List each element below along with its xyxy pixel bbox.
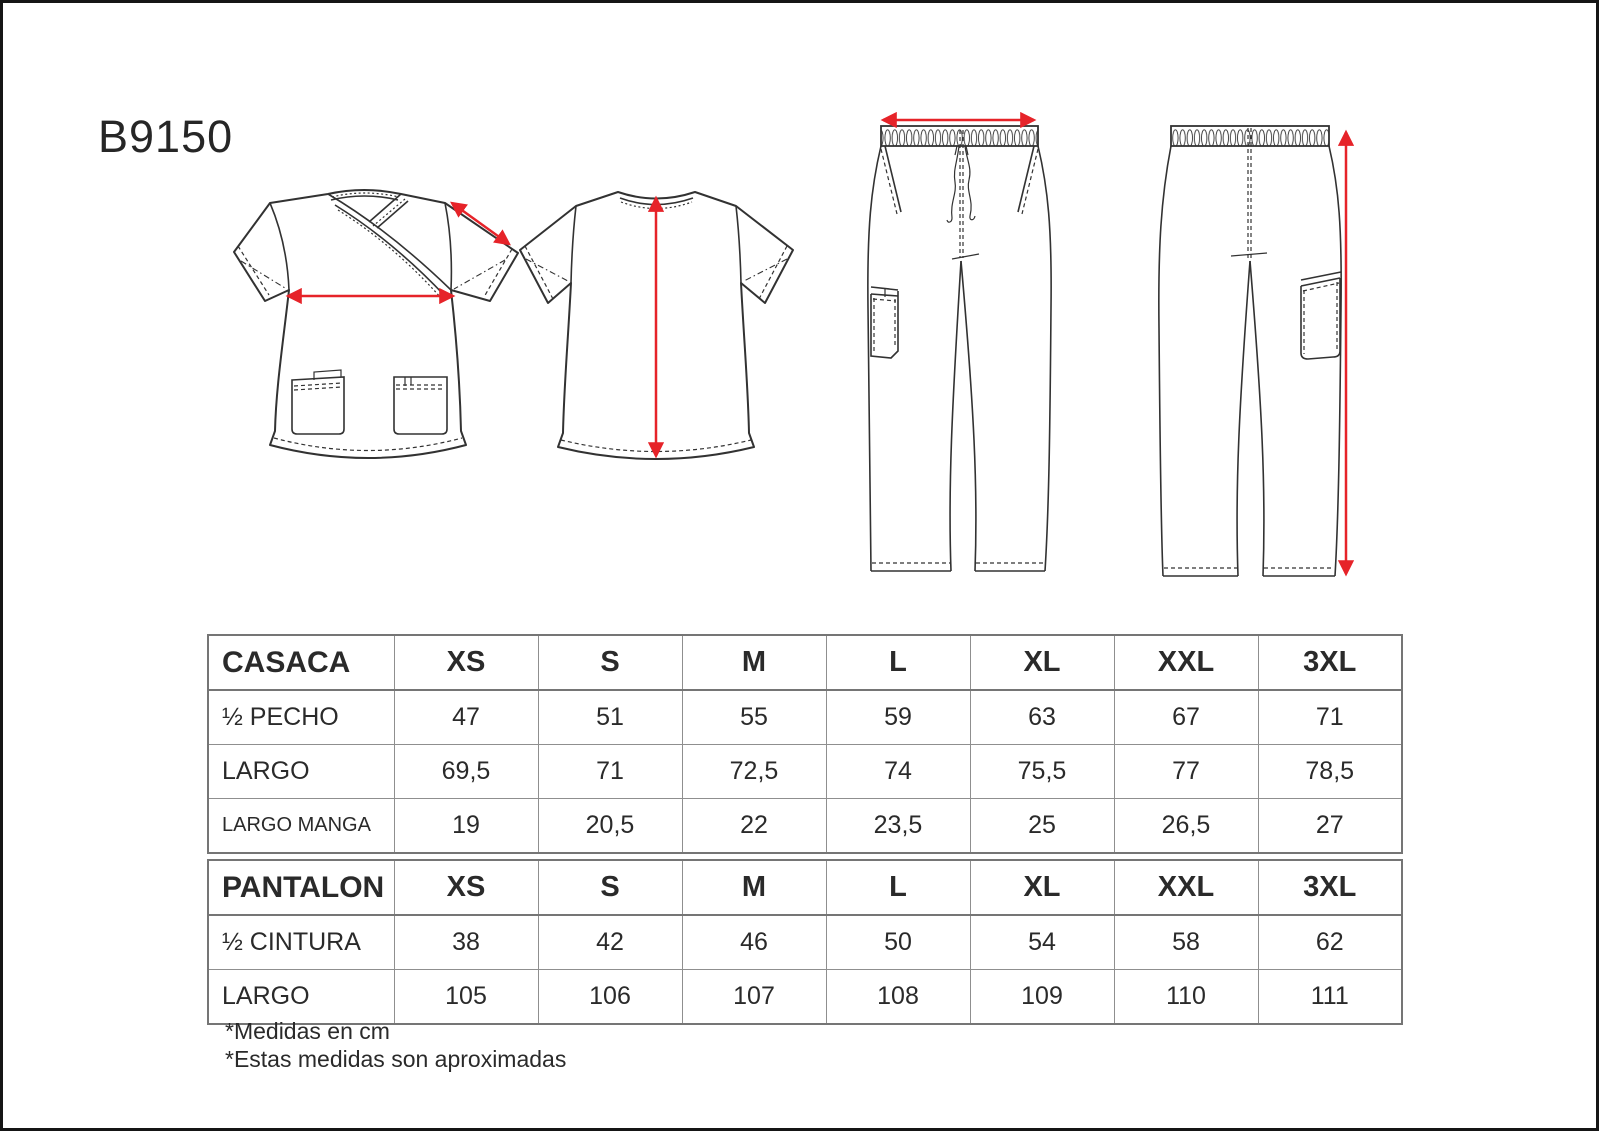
pantalon-header-row	[208, 860, 1402, 915]
measure-value: 78,5	[1258, 745, 1402, 799]
measure-value: 42	[538, 915, 682, 970]
measure-value: 74	[826, 745, 970, 799]
measure-value: 26,5	[1114, 799, 1258, 854]
pantalon-back-waistband	[1171, 126, 1329, 146]
footnote-approx: *Estas medidas son aproximadas	[225, 1046, 567, 1072]
size-header-m: M	[682, 635, 826, 690]
measure-value: 107	[682, 970, 826, 1025]
measure-value: 63	[970, 690, 1114, 745]
measure-value: 111	[1258, 970, 1402, 1025]
casaca-header-row	[208, 635, 1402, 690]
measure-value: 27	[1258, 799, 1402, 854]
table-row-pant-length	[208, 970, 1402, 1025]
table-row-half-waist	[208, 915, 1402, 970]
measure-value: 58	[1114, 915, 1258, 970]
size-header-l: L	[826, 860, 970, 915]
casaca-front-drawing	[221, 173, 526, 473]
measure-value: 109	[970, 970, 1114, 1025]
pantalon-front-drawing	[848, 108, 1053, 583]
size-header-s: S	[538, 860, 682, 915]
pantalon-front-cargo-pocket	[871, 287, 898, 358]
measure-value: 62	[1258, 915, 1402, 970]
measure-label: ½ CINTURA	[208, 915, 394, 970]
measure-value: 47	[394, 690, 538, 745]
measure-value: 22	[682, 799, 826, 854]
measure-value: 23,5	[826, 799, 970, 854]
measure-value: 105	[394, 970, 538, 1025]
measure-label: LARGO	[208, 745, 394, 799]
measure-label: LARGO	[208, 970, 394, 1025]
table-row-half-chest	[208, 690, 1402, 745]
footnotes	[225, 1017, 566, 1073]
size-header-s: S	[538, 635, 682, 690]
table-row-length	[208, 745, 1402, 799]
pantalon-back-drawing	[1143, 108, 1358, 588]
measure-value: 38	[394, 915, 538, 970]
size-header-xs: XS	[394, 635, 538, 690]
measure-value: 25	[970, 799, 1114, 854]
pantalon-front-waistband	[881, 126, 1038, 146]
measure-value: 110	[1114, 970, 1258, 1025]
measure-value: 51	[538, 690, 682, 745]
size-header-3xl: 3XL	[1258, 860, 1402, 915]
size-header-m: M	[682, 860, 826, 915]
casaca-back-drawing	[508, 181, 798, 471]
measure-value: 54	[970, 915, 1114, 970]
size-header-xl: XL	[970, 860, 1114, 915]
pantalon-front-legs	[868, 130, 1051, 571]
measure-value: 108	[826, 970, 970, 1025]
casaca-title-cell: CASACA	[208, 635, 394, 690]
measure-value: 55	[682, 690, 826, 745]
measure-value: 77	[1114, 745, 1258, 799]
measure-value: 20,5	[538, 799, 682, 854]
casaca-size-table	[207, 634, 1403, 854]
measure-value: 50	[826, 915, 970, 970]
measure-value: 106	[538, 970, 682, 1025]
measure-label: LARGO MANGA	[208, 799, 394, 854]
size-header-xl: XL	[970, 635, 1114, 690]
size-header-3xl: 3XL	[1258, 635, 1402, 690]
measure-value: 69,5	[394, 745, 538, 799]
measure-value: 67	[1114, 690, 1258, 745]
pantalon-back-legs	[1159, 128, 1341, 576]
size-header-xxl: XXL	[1114, 860, 1258, 915]
measure-value: 71	[538, 745, 682, 799]
size-header-l: L	[826, 635, 970, 690]
measure-value: 75,5	[970, 745, 1114, 799]
size-header-xxl: XXL	[1114, 635, 1258, 690]
casaca-front-outline	[234, 190, 518, 458]
pantalon-title-cell: PANTALON	[208, 860, 394, 915]
measure-value: 72,5	[682, 745, 826, 799]
pantalon-back-cargo-pocket	[1301, 272, 1341, 359]
size-header-xs: XS	[394, 860, 538, 915]
footnote-units: *Medidas en cm	[225, 1018, 390, 1044]
measure-value: 19	[394, 799, 538, 854]
drawstring	[947, 146, 975, 222]
product-code: B9150	[98, 111, 234, 162]
measure-value: 46	[682, 915, 826, 970]
measure-value: 59	[826, 690, 970, 745]
measure-value: 71	[1258, 690, 1402, 745]
size-tables	[207, 634, 1403, 1025]
table-row-sleeve-length	[208, 799, 1402, 854]
pantalon-size-table	[207, 859, 1403, 1025]
measure-label: ½ PECHO	[208, 690, 394, 745]
